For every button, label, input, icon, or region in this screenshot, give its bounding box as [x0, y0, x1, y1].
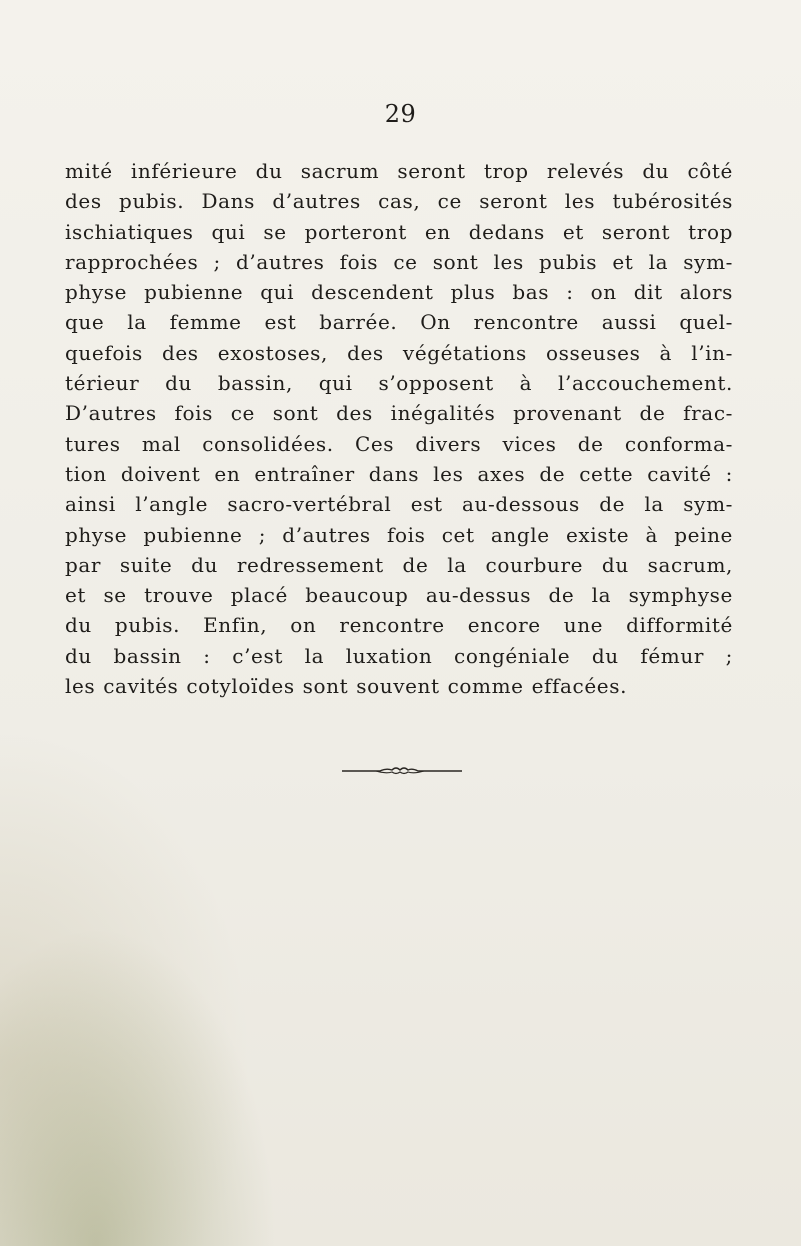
body-paragraph	[65, 156, 733, 701]
text-line: quefois des exostoses, des végétations osseuses à l’in-	[65, 340, 733, 365]
text-line: des pubis. Dans d’autres cas, ce seront les tubérosités	[65, 189, 733, 214]
text-line: du pubis. Enfin, on rencontre encore une difformité	[65, 613, 733, 638]
text-line: que la femme est barrée. On rencontre aussi quel-	[65, 310, 733, 335]
text-line: tion doivent en entraîner dans les axes de cette cavité :	[65, 461, 733, 486]
text-line: ischiatiques qui se porteront en dedans et seront trop	[65, 219, 733, 244]
text-line: ainsi l’angle sacro-vertébral est au-dessous de la sym-	[65, 492, 733, 517]
text-line: D’autres fois ce sont des inégalités provenant de frac-	[65, 401, 733, 426]
text-line: les cavités cotyloïdes sont souvent comme effacées.	[65, 674, 628, 699]
text-line: du bassin : c’est la luxation congéniale du fémur ;	[65, 643, 733, 668]
text-line: mité inférieure du sacrum seront trop relevés du côté	[65, 159, 733, 183]
text-line: physe pubienne qui descendent plus bas : on dit alors	[65, 280, 733, 305]
text-line: térieur du bassin, qui s’opposent à l’accouchement.	[65, 371, 733, 396]
text-line: tures mal consolidées. Ces divers vices de conforma-	[65, 431, 733, 456]
page-number: 29	[384, 100, 417, 128]
text-line: physe pubienne ; d’autres fois cet angle existe à peine	[65, 522, 733, 547]
ornament-divider	[340, 764, 464, 778]
text-line: rapprochées ; d’autres fois ce sont les pubis et la sym-	[65, 249, 733, 274]
text-line: et se trouve placé beaucoup au-dessus de la symphyse	[65, 583, 733, 608]
text-line: par suite du redressement de la courbure du sacrum,	[65, 552, 733, 577]
